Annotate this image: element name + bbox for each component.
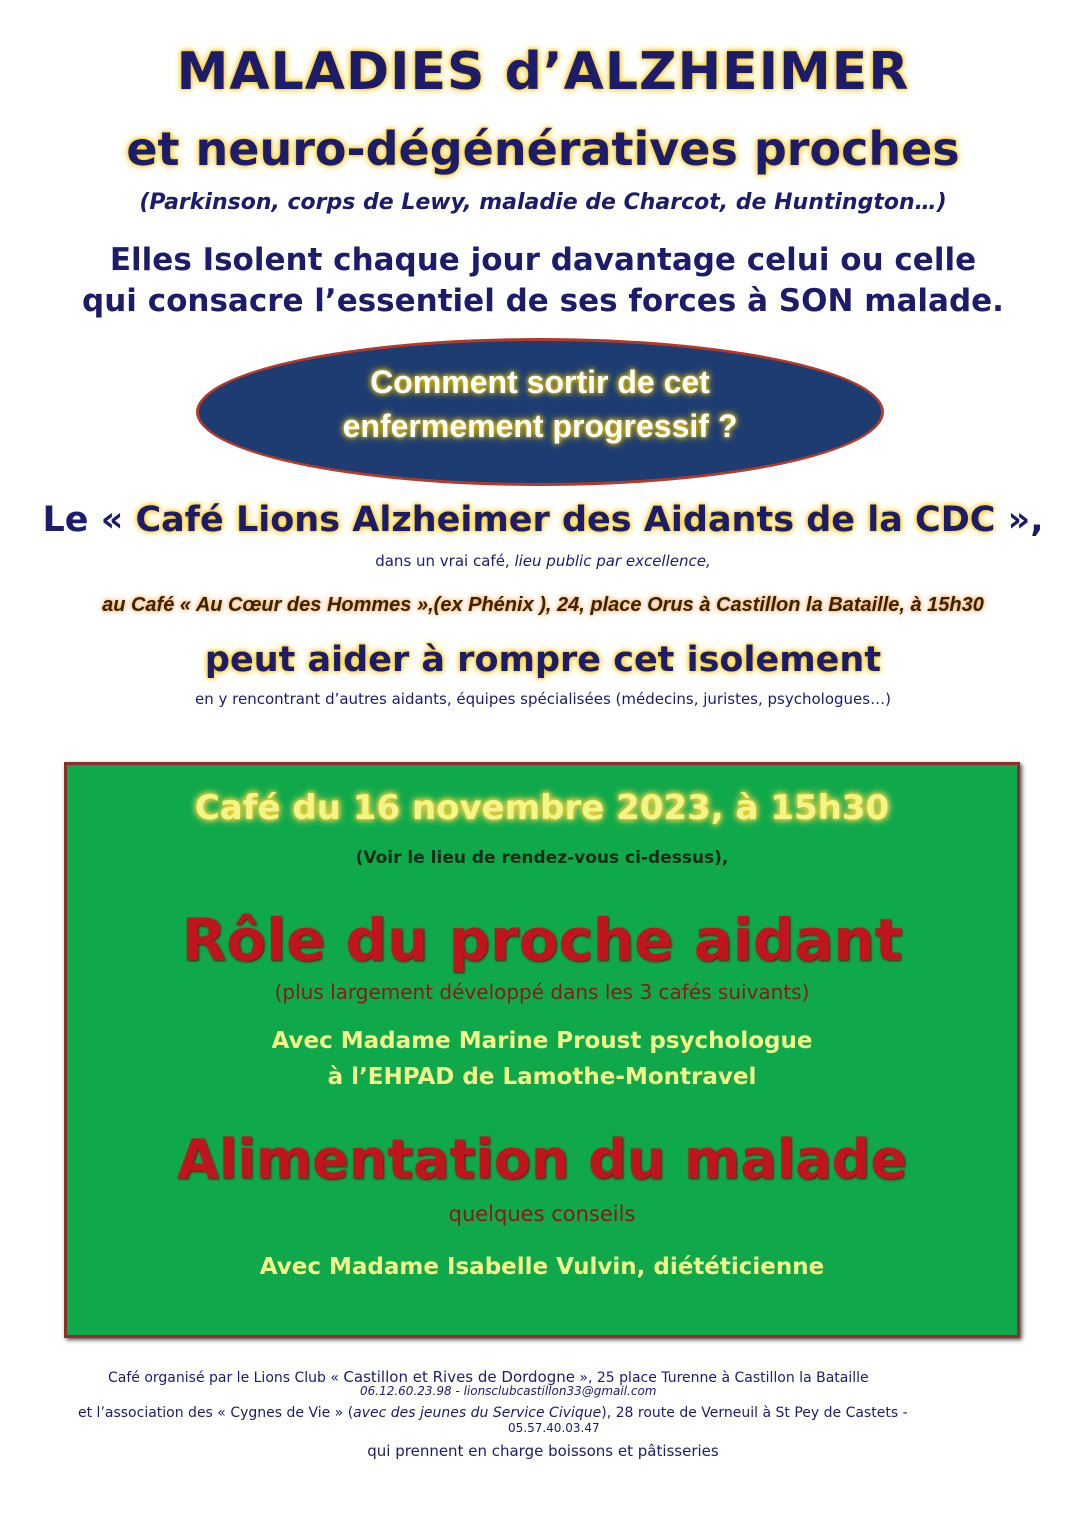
cafe-description	[0, 552, 1086, 570]
org2-e: ), 28 route de Verneuil à St Pey de Castets -	[601, 1405, 908, 1421]
speaker1-line1: Avec Madame Marine Proust psychologue	[271, 1028, 813, 1054]
cafe-name-line	[0, 500, 1086, 540]
meet-line: en y rencontrant d’autres aidants, équipes spécialisées (médecins, juristes, psychologues…)	[195, 690, 891, 708]
poster-title: MALADIES d’ALZHEIMER	[176, 42, 910, 102]
cafe-address: au Café « Au Cœur des Hommes »,(ex Phénix ), 24, place Orus à Castillon la Bataille, à 15h30	[102, 594, 984, 616]
isolation-line1: Elles Isolent chaque jour davantage celui ou celle	[109, 242, 977, 278]
organizer-contact2: 05.57.40.03.47	[508, 1421, 600, 1435]
org1-a: Café organisé par le Lions Club «	[108, 1370, 344, 1386]
cafe-desc-normal: dans un vrai café,	[375, 552, 515, 570]
speaker1-line2: à l’EHPAD de Lamothe-Montravel	[327, 1064, 757, 1090]
org1-b: Castillon et Rives de Dordogne	[343, 1368, 575, 1386]
cafe-name: Café Lions Alzheimer des Aidants de la CDC	[135, 500, 996, 540]
isolation-line2: qui consacre l’essentiel de ses forces à SON malade.	[82, 283, 1004, 319]
cafe-desc-italic: lieu public par excellence,	[514, 552, 711, 570]
org2-d: avec des jeunes du Service Civique	[353, 1405, 602, 1421]
help-headline: peut aider à rompre cet isolement	[204, 640, 882, 680]
topic2-note: quelques conseils	[448, 1202, 636, 1226]
topic2-title: Alimentation du malade	[177, 1128, 907, 1191]
topic1-note: (plus largement développé dans les 3 cafés suivants)	[274, 980, 810, 1004]
cafe-suffix: »,	[995, 500, 1044, 540]
speaker2: Avec Madame Isabelle Vulvin, diététicienne	[259, 1254, 825, 1280]
question-line2: enfermement progressif ?	[342, 408, 738, 444]
event-see-place: (Voir le lieu de rendez-vous ci-dessus),	[355, 848, 729, 868]
organizer-contact1: 06.12.60.23.98 - lionsclubcastillon33@gmail.com	[360, 1384, 657, 1398]
cafe-prefix: Le «	[42, 500, 136, 540]
topic1-title: Rôle du proche aidant	[181, 906, 903, 974]
org1-c: », 25 place Turenne à Castillon la Bataille	[574, 1370, 869, 1386]
disease-list: (Parkinson, corps de Lewy, maladie de Charcot, de Huntington…)	[139, 190, 947, 215]
organizer-line2	[78, 1405, 908, 1421]
org2-b: Cygnes de Vie	[230, 1405, 331, 1421]
org2-c: » (	[330, 1405, 354, 1421]
question-text	[196, 360, 884, 448]
closing-line: qui prennent en charge boissons et pâtisseries	[367, 1442, 719, 1460]
question-line1: Comment sortir de cet	[370, 364, 710, 400]
event-date: Café du 16 novembre 2023, à 15h30	[194, 788, 890, 828]
poster-title-line2: et neuro-dégénératives proches	[126, 122, 960, 176]
org2-a: et l’association des «	[78, 1405, 231, 1421]
